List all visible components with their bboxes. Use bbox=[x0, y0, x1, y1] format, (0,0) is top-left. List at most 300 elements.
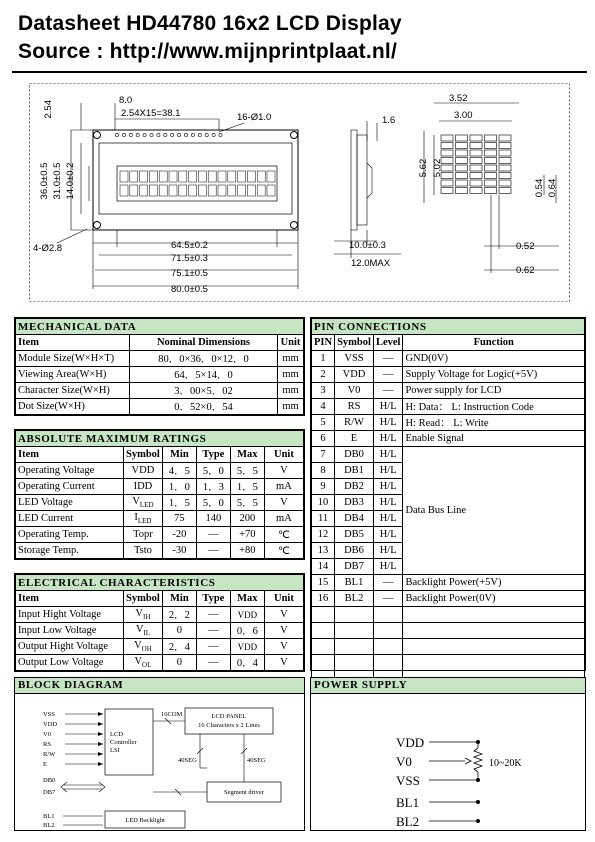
character-cell bbox=[208, 171, 216, 182]
pin-hole bbox=[171, 133, 174, 136]
dot bbox=[485, 150, 497, 156]
empty-row bbox=[312, 607, 585, 623]
cell: mm bbox=[278, 351, 304, 367]
character-cell bbox=[257, 171, 265, 182]
cell: IDD bbox=[124, 479, 163, 495]
symbol-sub: LED bbox=[139, 501, 154, 510]
bl2-label: BL2 bbox=[43, 822, 55, 829]
cell: H/L bbox=[373, 479, 403, 495]
input-label: VDD bbox=[43, 721, 58, 728]
dim-36-0: 36.0±0.5 bbox=[39, 162, 50, 200]
table-row bbox=[312, 383, 585, 399]
cell: — bbox=[196, 639, 230, 655]
cell bbox=[124, 623, 163, 639]
character-cell bbox=[189, 185, 197, 196]
cell: Supply Voltage for Logic(+5V) bbox=[403, 367, 585, 383]
cell: 5 bbox=[312, 415, 335, 431]
symbol-sub: OH bbox=[141, 645, 152, 654]
section-title: PIN CONNECTIONS bbox=[312, 319, 585, 335]
dot bbox=[456, 180, 468, 186]
table-row bbox=[16, 383, 304, 399]
mount-hole bbox=[94, 132, 101, 139]
dot bbox=[441, 135, 453, 141]
table-row bbox=[16, 351, 304, 367]
dot bbox=[470, 188, 482, 194]
empty-cell bbox=[403, 607, 585, 623]
arrow-icon bbox=[98, 752, 103, 756]
dot bbox=[470, 173, 482, 179]
cell: 1 bbox=[312, 351, 335, 367]
empty-cell bbox=[312, 607, 335, 623]
column-header: Item bbox=[16, 335, 130, 351]
dim-5-62: 5.62 bbox=[418, 158, 429, 178]
dim-0-52: 0.52 bbox=[516, 241, 535, 252]
cell: 15 bbox=[312, 575, 335, 591]
cell bbox=[124, 655, 163, 671]
controller-label: Controller bbox=[110, 739, 137, 746]
cell: 5．5 bbox=[230, 495, 264, 511]
cell: mm bbox=[278, 399, 304, 415]
block-diagram-section bbox=[14, 677, 305, 831]
dot bbox=[470, 143, 482, 149]
dim-2-54-v: 2.54 bbox=[43, 100, 54, 119]
column-header: Item bbox=[16, 447, 124, 463]
pin-hole bbox=[115, 133, 118, 136]
empty-cell bbox=[373, 607, 403, 623]
cell: -30 bbox=[162, 543, 196, 559]
dot bbox=[456, 143, 468, 149]
cell: Input Low Voltage bbox=[16, 623, 124, 639]
mechanical-data-table bbox=[15, 318, 304, 415]
db0-label: DB0 bbox=[43, 777, 56, 784]
bl1-label: BL1 bbox=[43, 813, 55, 820]
arrow-icon bbox=[98, 742, 103, 746]
column-header: Max bbox=[230, 447, 264, 463]
cell: Module Size(W×H×T) bbox=[16, 351, 130, 367]
cell: H/L bbox=[373, 463, 403, 479]
cell: DB4 bbox=[335, 511, 374, 527]
column-header: Nominal Dimensions bbox=[130, 335, 278, 351]
mount-hole bbox=[291, 222, 298, 229]
pin-hole bbox=[129, 133, 132, 136]
panel-label: 16 Characters x 2 Lines bbox=[198, 722, 260, 729]
pin-connections-section bbox=[310, 317, 586, 671]
character-cell bbox=[267, 171, 275, 182]
cell: DB5 bbox=[335, 527, 374, 543]
dot bbox=[441, 188, 453, 194]
cell: BL1 bbox=[335, 575, 374, 591]
column-header: Min bbox=[162, 591, 196, 607]
table-row bbox=[312, 591, 585, 607]
cell: — bbox=[373, 591, 403, 607]
dot bbox=[485, 188, 497, 194]
dot bbox=[499, 165, 511, 171]
cell: +80 bbox=[230, 543, 264, 559]
input-label: V0 bbox=[43, 731, 51, 738]
cell: 14 bbox=[312, 559, 335, 575]
column-header: Unit bbox=[264, 591, 303, 607]
table-row bbox=[16, 511, 304, 527]
dot bbox=[485, 158, 497, 164]
character-cell bbox=[208, 185, 216, 196]
character-dot-matrix bbox=[441, 135, 511, 194]
cell: Power supply for LCD bbox=[403, 383, 585, 399]
dot bbox=[470, 158, 482, 164]
character-cell bbox=[140, 171, 148, 182]
column-header: Type bbox=[196, 591, 230, 607]
cell: H/L bbox=[373, 399, 403, 415]
cell: Character Size(W×H) bbox=[16, 383, 130, 399]
cell: 3．00×5．02 bbox=[130, 383, 278, 399]
table-row bbox=[312, 351, 585, 367]
header-rule bbox=[12, 71, 587, 73]
cell: 1．0 bbox=[162, 479, 196, 495]
character-cell bbox=[189, 171, 197, 182]
power-supply-diagram bbox=[311, 694, 585, 830]
character-cell bbox=[179, 185, 187, 196]
arrow-icon bbox=[98, 762, 103, 766]
dot bbox=[456, 188, 468, 194]
cell: Output Low Voltage bbox=[16, 655, 124, 671]
input-label: VSS bbox=[43, 711, 55, 718]
cell: 140 bbox=[196, 511, 230, 527]
cell: V bbox=[264, 623, 303, 639]
dim-10-0: 10.0±0.3 bbox=[349, 240, 386, 251]
cell: — bbox=[196, 527, 230, 543]
symbol-main: V bbox=[134, 639, 142, 651]
symbol-main: I bbox=[134, 511, 138, 523]
character-cell bbox=[218, 185, 226, 196]
cell: H/L bbox=[373, 431, 403, 447]
cell: 0 bbox=[162, 623, 196, 639]
arrow-icon bbox=[98, 732, 103, 736]
table-row bbox=[312, 415, 585, 431]
cell: VSS bbox=[335, 351, 374, 367]
cell: Input Hight Voltage bbox=[16, 607, 124, 623]
character-cell bbox=[228, 185, 236, 196]
column-header: Min bbox=[162, 447, 196, 463]
cell: H/L bbox=[373, 415, 403, 431]
empty-cell bbox=[335, 639, 374, 655]
dot bbox=[485, 135, 497, 141]
cell: LED Voltage bbox=[16, 495, 124, 511]
cell: V bbox=[264, 639, 303, 655]
dot bbox=[499, 143, 511, 149]
side-view-lcd bbox=[357, 135, 367, 225]
empty-cell bbox=[335, 655, 374, 671]
character-cell bbox=[149, 185, 157, 196]
cell: — bbox=[373, 383, 403, 399]
character-cell bbox=[130, 171, 138, 182]
dot bbox=[499, 135, 511, 141]
table-row bbox=[16, 367, 304, 383]
page-source: Source : http://www.mijnprintplaat.nl/ bbox=[18, 40, 397, 63]
bl1-label: BL1 bbox=[396, 795, 420, 810]
cell: VDD bbox=[124, 463, 163, 479]
cell: 0．52×0．54 bbox=[130, 399, 278, 415]
dot bbox=[499, 173, 511, 179]
table-row bbox=[16, 479, 304, 495]
cell: Operating Temp. bbox=[16, 527, 124, 543]
character-cell bbox=[228, 171, 236, 182]
cell: — bbox=[196, 623, 230, 639]
empty-cell bbox=[312, 639, 335, 655]
column-header: Level bbox=[373, 335, 403, 351]
character-cell bbox=[247, 171, 255, 182]
pin-hole bbox=[136, 133, 139, 136]
dim-12-0: 12.0MAX bbox=[351, 258, 391, 269]
empty-cell bbox=[373, 623, 403, 639]
character-cell bbox=[149, 171, 157, 182]
cell: 80．0×36．0×12．0 bbox=[130, 351, 278, 367]
empty-cell bbox=[312, 623, 335, 639]
dot bbox=[499, 180, 511, 186]
empty-cell bbox=[335, 607, 374, 623]
section-title: ELECTRICAL CHARACTERISTICS bbox=[16, 575, 304, 591]
cell: 16 bbox=[312, 591, 335, 607]
arrow-icon bbox=[98, 712, 103, 716]
cell: R/W bbox=[335, 415, 374, 431]
power-supply-section bbox=[310, 677, 586, 831]
electrical-table bbox=[15, 574, 304, 671]
mount-hole bbox=[291, 132, 298, 139]
dim-0-54: 0.54 bbox=[534, 178, 545, 198]
electrical-section bbox=[14, 573, 305, 672]
dot bbox=[470, 150, 482, 156]
cell: Enable Signal bbox=[403, 431, 585, 447]
block-diagram bbox=[15, 694, 304, 830]
seg-label: 40SEG bbox=[247, 757, 266, 764]
dot bbox=[470, 180, 482, 186]
pin-hole bbox=[212, 133, 215, 136]
cell: 0．6 bbox=[230, 623, 264, 639]
character-cell bbox=[198, 171, 206, 182]
dot bbox=[485, 173, 497, 179]
cell: 2．4 bbox=[162, 639, 196, 655]
pin-hole bbox=[205, 133, 208, 136]
cell: mm bbox=[278, 367, 304, 383]
dot bbox=[441, 180, 453, 186]
empty-cell bbox=[403, 623, 585, 639]
cell: mm bbox=[278, 383, 304, 399]
character-cell bbox=[247, 185, 255, 196]
cell: BL2 bbox=[335, 591, 374, 607]
column-header: Function bbox=[403, 335, 585, 351]
cell: 2 bbox=[312, 367, 335, 383]
dot bbox=[499, 150, 511, 156]
cell: +70 bbox=[230, 527, 264, 543]
table-row bbox=[16, 495, 304, 511]
symbol-sub: IH bbox=[143, 613, 151, 622]
controller-label: LCD bbox=[110, 731, 123, 738]
cell: 1．5 bbox=[230, 479, 264, 495]
column-header: Max bbox=[230, 591, 264, 607]
pin-rows bbox=[312, 351, 585, 687]
dot bbox=[456, 135, 468, 141]
empty-row bbox=[312, 623, 585, 639]
pot-value: 10~20K bbox=[489, 758, 522, 769]
pin-hole bbox=[191, 133, 194, 136]
table-row bbox=[312, 447, 585, 463]
page-title: Datasheet HD44780 16x2 LCD Display bbox=[18, 12, 402, 35]
pin-hole bbox=[198, 133, 201, 136]
dim-8-0: 8.0 bbox=[119, 95, 133, 106]
character-cell bbox=[218, 171, 226, 182]
cell: 3 bbox=[312, 383, 335, 399]
column-header: Unit bbox=[278, 335, 304, 351]
cell: 5．5 bbox=[230, 463, 264, 479]
table-row bbox=[16, 543, 304, 559]
empty-cell bbox=[403, 639, 585, 655]
cell: 6 bbox=[312, 431, 335, 447]
cell: 5．0 bbox=[196, 495, 230, 511]
cell: Dot Size(W×H) bbox=[16, 399, 130, 415]
cell: V0 bbox=[335, 383, 374, 399]
dot bbox=[456, 173, 468, 179]
column-header: Unit bbox=[264, 447, 303, 463]
controller-label: LSI bbox=[110, 747, 120, 754]
dot bbox=[456, 150, 468, 156]
cell: Backlight Power(0V) bbox=[403, 591, 585, 607]
cell: 11 bbox=[312, 511, 335, 527]
symbol-sub: LED bbox=[137, 517, 152, 526]
cell: VDD bbox=[230, 639, 264, 655]
cell: Tsto bbox=[124, 543, 163, 559]
cell: ℃ bbox=[264, 543, 303, 559]
cell: H/L bbox=[373, 511, 403, 527]
cell: — bbox=[196, 655, 230, 671]
cell: mA bbox=[264, 479, 303, 495]
cell: 0．4 bbox=[230, 655, 264, 671]
absolute-ratings-table bbox=[15, 430, 304, 559]
character-cell bbox=[120, 185, 128, 196]
pin-hole bbox=[178, 133, 181, 136]
cell: H: Data： L: Instruction Code bbox=[403, 399, 585, 415]
column-header: Symbol bbox=[335, 335, 374, 351]
dot bbox=[456, 158, 468, 164]
dot bbox=[499, 188, 511, 194]
cell: 1．5 bbox=[162, 495, 196, 511]
cell: H/L bbox=[373, 495, 403, 511]
lcd-panel-block bbox=[185, 708, 273, 734]
com-label: 16COM bbox=[161, 711, 183, 718]
dot bbox=[485, 180, 497, 186]
character-cell bbox=[169, 171, 177, 182]
table-row bbox=[16, 639, 304, 655]
cell: 5．0 bbox=[196, 463, 230, 479]
column-header: Symbol bbox=[124, 447, 163, 463]
cell: V bbox=[264, 607, 303, 623]
character-cell bbox=[140, 185, 148, 196]
cell: 10 bbox=[312, 495, 335, 511]
symbol-main: V bbox=[135, 607, 144, 619]
cell: Viewing Area(W×H) bbox=[16, 367, 130, 383]
cell: 9 bbox=[312, 479, 335, 495]
dim-14-0: 14.0±0.2 bbox=[65, 162, 76, 200]
cell: 4 bbox=[312, 399, 335, 415]
character-cell bbox=[238, 185, 246, 196]
cell: -20 bbox=[162, 527, 196, 543]
empty-cell bbox=[312, 655, 335, 671]
input-signals bbox=[43, 711, 103, 768]
cell: DB7 bbox=[335, 559, 374, 575]
cell: GND(0V) bbox=[403, 351, 585, 367]
column-header: Type bbox=[196, 447, 230, 463]
cell: VDD bbox=[230, 607, 264, 623]
cell: V bbox=[264, 463, 303, 479]
character-cell bbox=[267, 185, 275, 196]
cell: E bbox=[335, 431, 374, 447]
cell: 13 bbox=[312, 543, 335, 559]
character-cell bbox=[169, 185, 177, 196]
column-header: Item bbox=[16, 591, 124, 607]
dot bbox=[441, 150, 453, 156]
character-cell bbox=[120, 171, 128, 182]
dot bbox=[485, 143, 497, 149]
character-cell bbox=[198, 185, 206, 196]
input-label: R/W bbox=[43, 751, 56, 758]
cell: H: Read： L: Write bbox=[403, 415, 585, 431]
empty-row bbox=[312, 639, 585, 655]
empty-cell bbox=[373, 655, 403, 671]
cell: — bbox=[196, 543, 230, 559]
cell: DB3 bbox=[335, 495, 374, 511]
cell: DB6 bbox=[335, 543, 374, 559]
dim-mount: 4-Ø2.8 bbox=[33, 243, 63, 254]
dot bbox=[456, 165, 468, 171]
dim-3-52: 3.52 bbox=[449, 93, 468, 104]
cell: V bbox=[264, 655, 303, 671]
cell bbox=[124, 511, 163, 527]
section-title: BLOCK DIAGRAM bbox=[15, 678, 304, 694]
pin-hole bbox=[143, 133, 146, 136]
cell: Operating Voltage bbox=[16, 463, 124, 479]
column-header: Symbol bbox=[124, 591, 163, 607]
bl2-label: BL2 bbox=[396, 814, 420, 829]
cell: H/L bbox=[373, 543, 403, 559]
mechanical-data-section bbox=[14, 317, 305, 416]
table-row bbox=[312, 367, 585, 383]
backlight-label: LED Backlight bbox=[125, 817, 165, 824]
cell: Operating Current bbox=[16, 479, 124, 495]
arrow-icon bbox=[98, 722, 103, 726]
cell: 4．5 bbox=[162, 463, 196, 479]
pin-connections-table bbox=[311, 318, 585, 687]
vss-label: VSS bbox=[396, 773, 420, 788]
mechanical-drawing bbox=[29, 83, 570, 302]
cell: V bbox=[264, 495, 303, 511]
cell: 0 bbox=[162, 655, 196, 671]
table-row bbox=[312, 575, 585, 591]
dot bbox=[470, 165, 482, 171]
mount-hole bbox=[94, 222, 101, 229]
cell: H/L bbox=[373, 559, 403, 575]
pin-hole bbox=[184, 133, 187, 136]
column-header: PIN bbox=[312, 335, 335, 351]
symbol-main: V bbox=[134, 655, 143, 667]
cell: 12 bbox=[312, 527, 335, 543]
section-title: MECHANICAL DATA bbox=[16, 319, 304, 335]
symbol-sub: OL bbox=[142, 661, 152, 670]
dim-0-64: 0.64 bbox=[547, 178, 558, 198]
cell: Topr bbox=[124, 527, 163, 543]
cell: — bbox=[373, 351, 403, 367]
empty-cell bbox=[403, 655, 585, 671]
character-cell bbox=[238, 171, 246, 182]
dim-0-62: 0.62 bbox=[516, 265, 535, 276]
empty-row bbox=[312, 655, 585, 671]
table-row bbox=[16, 655, 304, 671]
